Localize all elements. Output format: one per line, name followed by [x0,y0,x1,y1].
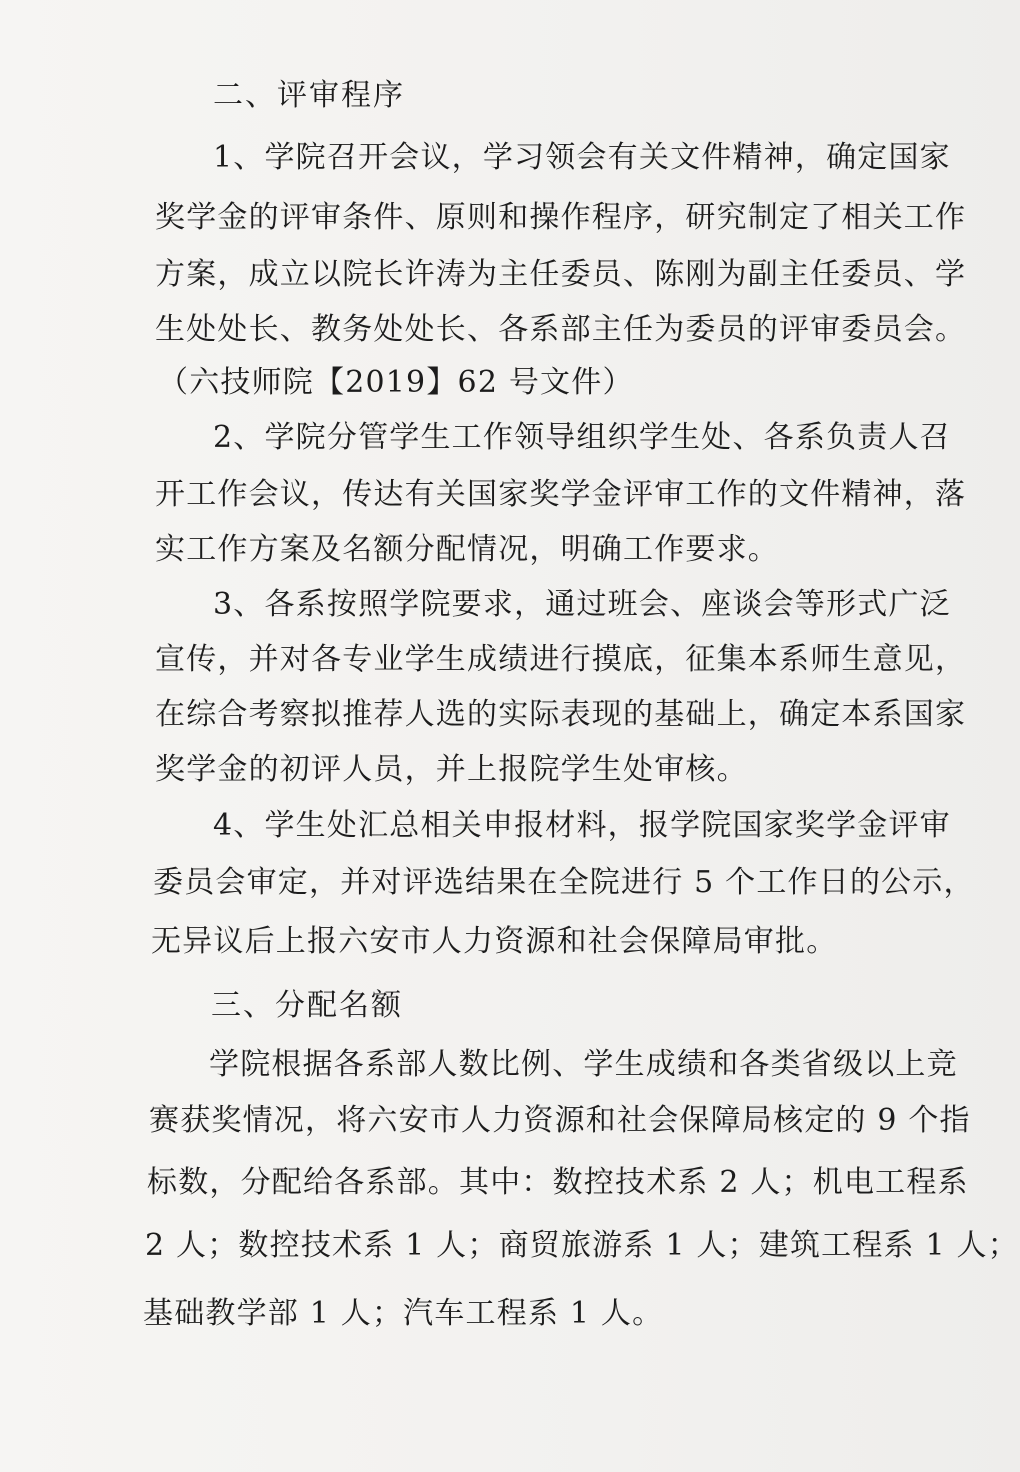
item-1-line-2: 奖学金的评审条件、原则和操作程序，研究制定了相关工作 [155,200,967,235]
item-1-line-3: 方案，成立以院长许涛为主任委员、陈刚为副主任委员、学 [155,257,967,292]
section-3-line-5: 基础教学部 1 人；汽车工程系 1 人。 [143,1296,664,1331]
section-3-heading: 三、分配名额 [211,988,403,1023]
section-3-line-1: 学院根据各系部人数比例、学生成绩和各类省级以上竞 [209,1047,958,1082]
item-1-line-1: 1、学院召开会议，学习领会有关文件精神，确定国家 [213,140,951,175]
item-2-line-3: 实工作方案及名额分配情况，明确工作要求。 [155,532,779,567]
item-3-line-3: 在综合考察拟推荐人选的实际表现的基础上，确定本系国家 [155,697,967,732]
section-3-line-3: 标数，分配给各系部。其中：数控技术系 2 人；机电工程系 [147,1165,969,1200]
item-3-line-2: 宣传，并对各专业学生成绩进行摸底，征集本系师生意见， [155,642,967,677]
item-2-line-2: 开工作会议，传达有关国家奖学金评审工作的文件精神，落 [155,477,967,512]
item-4-line-1: 4、学生处汇总相关申报材料，报学院国家奖学金评审 [213,808,951,843]
section-3-line-4: 2 人；数控技术系 1 人；商贸旅游系 1 人；建筑工程系 1 人； [145,1228,1019,1263]
item-4-line-3: 无异议后上报六安市人力资源和社会保障局审批。 [151,924,838,959]
item-3-line-1: 3、各系按照学院要求，通过班会、座谈会等形式广泛 [213,587,951,622]
item-1-line-5: （六技师院【2019】62 号文件） [158,365,634,400]
item-4-line-2: 委员会审定，并对评选结果在全院进行 5 个工作日的公示， [153,865,975,900]
item-1-line-4: 生处处长、教务处处长、各系部主任为委员的评审委员会。 [155,312,967,347]
section-3-line-2: 赛获奖情况，将六安市人力资源和社会保障局核定的 9 个指 [149,1103,971,1138]
item-3-line-4: 奖学金的初评人员，并上报院学生处审核。 [155,752,748,787]
item-2-line-1: 2、学院分管学生工作领导组织学生处、各系负责人召 [213,420,951,455]
section-2-heading: 二、评审程序 [213,78,405,113]
